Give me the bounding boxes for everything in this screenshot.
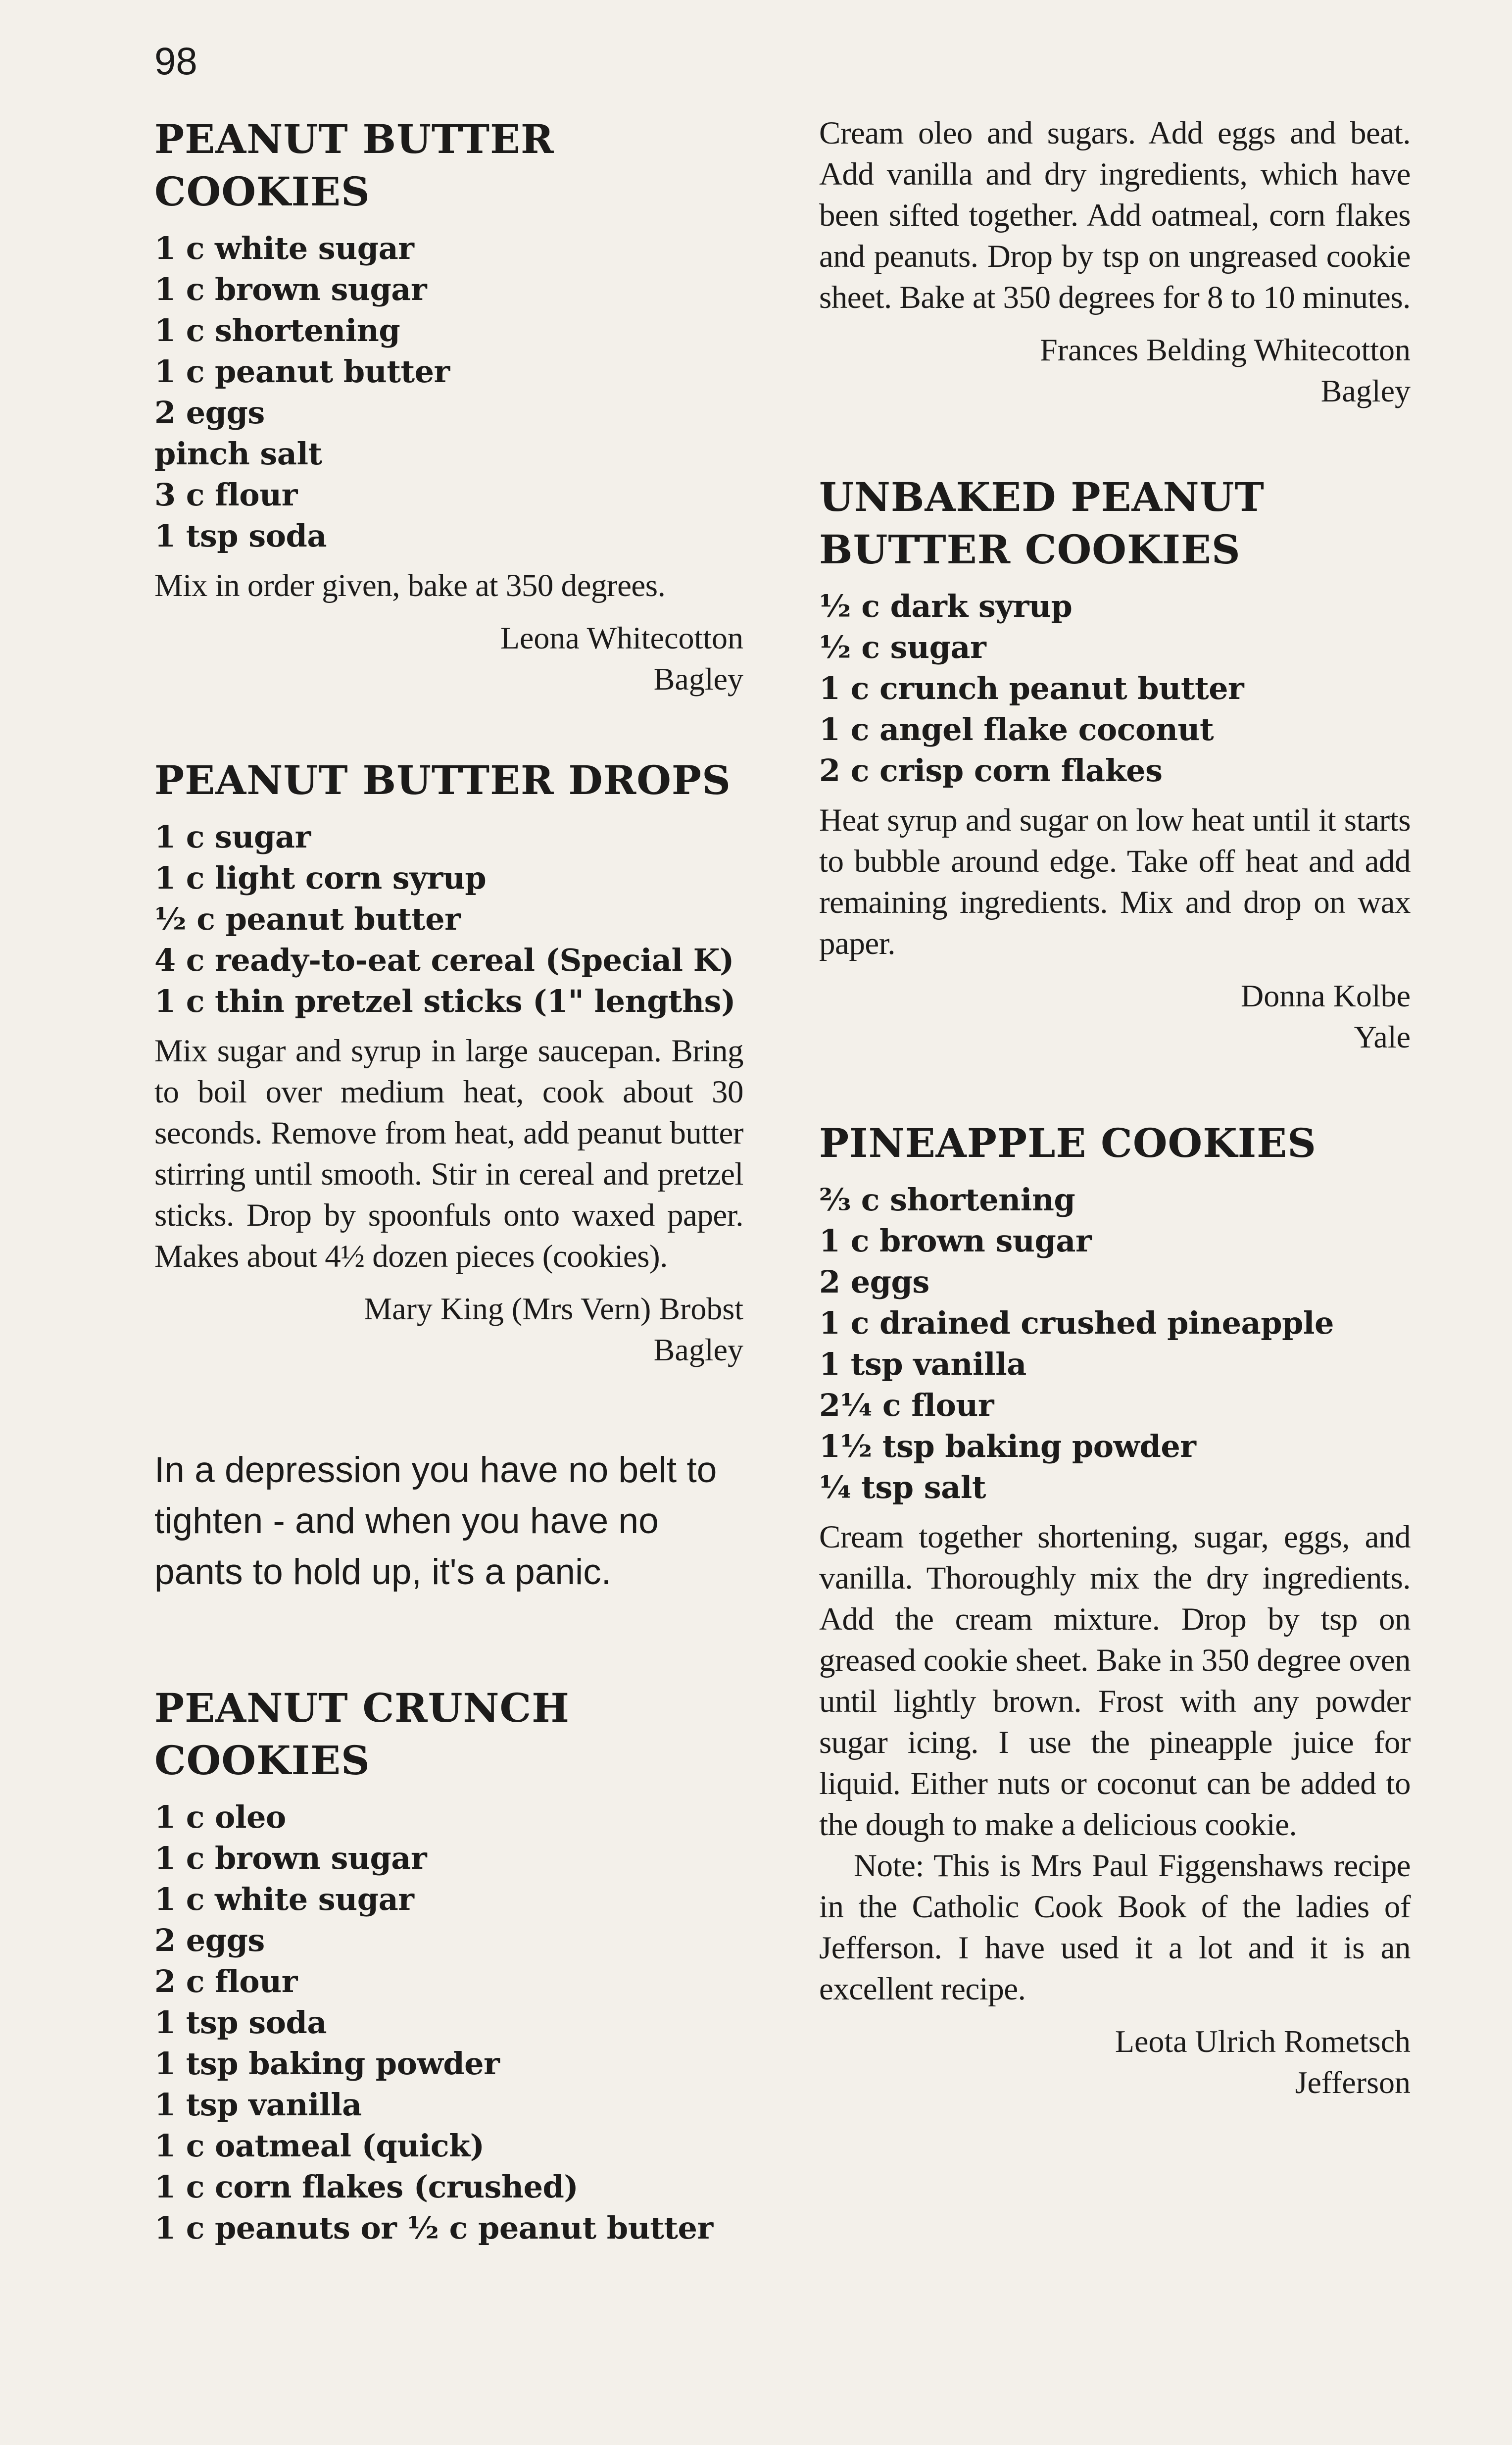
recipe-author: Frances Belding Whitecotton [1040,332,1411,367]
ingredient: ½ c dark syrup [819,588,1073,624]
recipe-author: Mary King (Mrs Vern) Brobst [364,1291,743,1326]
recipe-directions: Cream oleo and sugars. Add eggs and beat. Add vanilla and dry ingredients, which have been sifted together. Add oatmeal, corn flakes and peanuts. Drop by tsp on ungreased cookie sheet. Bake at 350 degrees for 8 to 10 minutes. [819,115,1411,315]
depression-quote: In a depression you have no belt to tighten - and when you have no pants to hold up, it's a panic. [154,1450,717,1592]
ingredient-list [154,816,743,1022]
ingredient: 1 c oleo [154,1799,286,1835]
ingredient: pinch salt [154,436,322,472]
ingredient: 1 c oatmeal (quick) [154,2128,485,2164]
ingredient: 1 c white sugar [154,230,414,266]
ingredient: ⅔ c shortening [819,1182,1075,1218]
ingredient: 1 c thin pretzel sticks (1" lengths) [154,983,735,1019]
ingredient-list [154,1796,743,2248]
ingredient-list [154,228,743,556]
recipe-town: Bagley [1320,373,1411,408]
ingredient: 2 eggs [154,1922,265,1958]
recipe-peanut-crunch-continued [819,113,1411,411]
ingredient: 1 tsp soda [154,518,327,554]
ingredient: 1 c peanuts or ½ c peanut butter [154,2210,713,2246]
recipe-unbaked-peanut-butter-cookies [819,471,1411,1057]
ingredient: 2 eggs [819,1264,929,1300]
recipe-directions: Cream together shortening, sugar, eggs, and vanilla. Thoroughly mix the dry ingredients. Add the cream mixture. Drop by tsp on greased cookie sheet. Bake in 350 degree oven until lightly brown. Frost with any powder sugar icing. I use the pineapple juice for liquid. Either nuts or coconut can be added to the dough to make a delicious cookie. [819,1519,1411,1843]
recipe-note: Note: This is Mrs Paul Figgenshaws recipe in the Catholic Cook Book of the ladies of Jefferson. I have used it a lot and it is an excellent recipe. [819,1848,1411,2007]
recipe-town: Bagley [653,1332,743,1367]
recipe-author: Leona Whitecotton [500,620,743,655]
recipe-directions: Mix in order given, bake at 350 degrees. [154,568,666,603]
ingredient-list [819,586,1411,791]
ingredient: 1 c crunch peanut butter [819,670,1244,706]
ingredient: 4 c ready-to-eat cereal (Special K) [154,942,734,978]
ingredient: 1 c drained crushed pineapple [819,1305,1334,1341]
ingredient: 1 tsp vanilla [819,1346,1026,1382]
recipe-directions: Heat syrup and sugar on low heat until it starts to bubble around edge. Take off heat and add remaining ingredients. Mix and drop on wax paper. [819,802,1411,961]
recipe-title: PEANUT CRUNCH COOKIES [154,1685,570,1784]
recipe-town: Jefferson [1295,2065,1411,2100]
recipe-peanut-crunch-cookies [154,1682,743,2248]
ingredient: ½ c peanut butter [154,901,461,937]
ingredient: ½ c sugar [819,629,986,665]
ingredient: 2 eggs [154,395,265,431]
ingredient: ¼ tsp salt [819,1469,986,1505]
recipe-town: Yale [1354,1019,1411,1054]
left-column [154,113,743,2257]
ingredient: 2¼ c flour [819,1387,994,1423]
ingredient: 1 c shortening [154,312,400,349]
ingredient: 1 c peanut butter [154,353,450,390]
ingredient: 1½ tsp baking powder [819,1428,1196,1464]
ingredient: 1 c corn flakes (crushed) [154,2169,579,2205]
recipe-town: Bagley [653,661,743,697]
ingredient: 1 c angel flake coconut [819,711,1214,748]
recipe-pineapple-cookies [819,1117,1411,2103]
ingredient: 1 c light corn syrup [154,860,487,896]
ingredient: 3 c flour [154,477,297,513]
right-column [819,113,1411,2103]
ingredient: 1 c brown sugar [154,1840,427,1876]
recipe-title: PEANUT BUTTER DROPS [154,757,731,803]
recipe-author: Leota Ulrich Rometsch [1115,2024,1411,2059]
ingredient: 1 c white sugar [154,1881,414,1917]
ingredient-list [819,1179,1411,1508]
ingredient: 1 tsp baking powder [154,2046,500,2082]
ingredient: 1 tsp soda [154,2004,327,2041]
recipe-peanut-butter-drops [154,754,743,1370]
ingredient: 2 c flour [154,1963,297,1999]
ingredient: 1 c brown sugar [819,1223,1092,1259]
recipe-directions: Mix sugar and syrup in large saucepan. Bring to boil over medium heat, cook about 30 seconds. Remove from heat, add peanut butter stirring until smooth. Stir in cereal and pretzel sticks. Drop by spoonfuls onto waxed paper. Makes about 4½ dozen pieces (cookies). [154,1033,743,1274]
ingredient: 1 c sugar [154,819,311,855]
ingredient: 1 tsp vanilla [154,2087,362,2123]
recipe-peanut-butter-cookies [154,113,743,699]
recipe-title: PINEAPPLE COOKIES [819,1120,1317,1166]
recipe-author: Donna Kolbe [1240,978,1411,1013]
recipe-title: PEANUT BUTTER COOKIES [154,116,554,215]
ingredient: 2 c crisp corn flakes [819,752,1163,789]
ingredient: 1 c brown sugar [154,271,427,307]
page-number: 98 [154,39,197,83]
recipe-title: UNBAKED PEANUT BUTTER COOKIES [819,474,1265,573]
